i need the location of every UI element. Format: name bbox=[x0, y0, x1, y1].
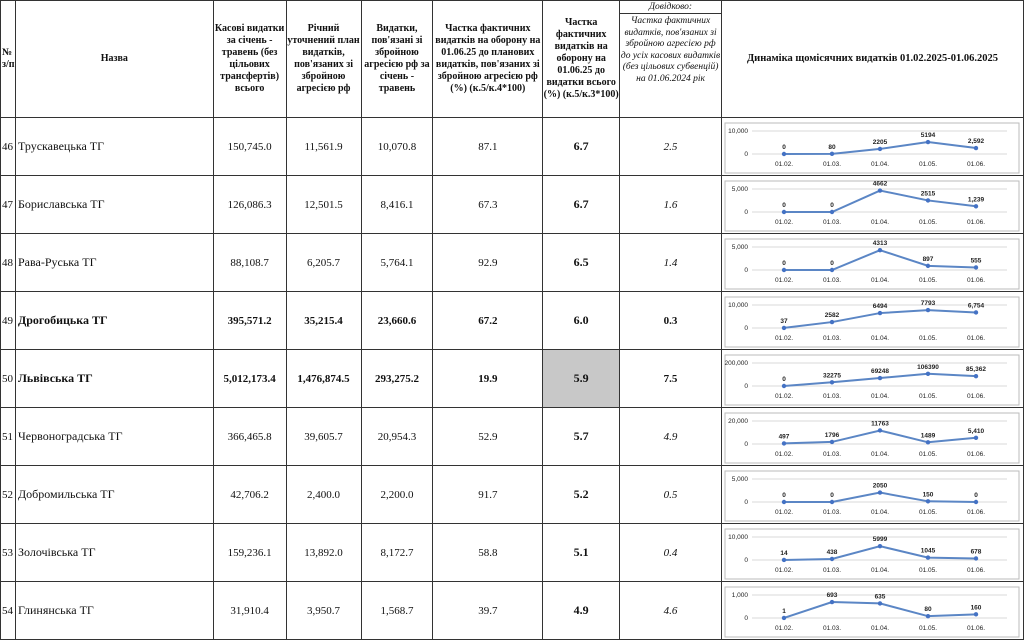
y-tick-label: 1,000 bbox=[731, 591, 748, 599]
table-row bbox=[1, 582, 1024, 640]
x-tick-label: 01.06. bbox=[966, 566, 985, 574]
data-label: 1,239 bbox=[967, 195, 985, 203]
annual-plan-value: 13,892.0 bbox=[286, 524, 361, 582]
data-point bbox=[878, 544, 882, 548]
share-of-plan-value: 58.8 bbox=[433, 524, 543, 582]
reference-share-value: 2.5 bbox=[620, 118, 722, 176]
header-share-total: Частка фактичних видатків на оборону на 01.06.25 до видатки всього (%) (к.5/к.3*100) bbox=[543, 1, 620, 118]
table-row bbox=[1, 176, 1024, 234]
defense-expenses-value: 23,660.6 bbox=[361, 292, 433, 350]
x-tick-label: 01.02. bbox=[774, 450, 793, 458]
table-row bbox=[1, 350, 1024, 408]
cash-expenses-value: 31,910.4 bbox=[213, 582, 286, 640]
data-label: 11763 bbox=[871, 419, 889, 427]
data-label: 678 bbox=[970, 547, 982, 555]
table-row bbox=[1, 466, 1024, 524]
data-point bbox=[974, 499, 978, 503]
table-row bbox=[1, 524, 1024, 582]
sparkline-chart bbox=[722, 293, 1022, 349]
data-point bbox=[974, 310, 978, 314]
x-tick-label: 01.05. bbox=[918, 566, 937, 574]
sparkline-cell bbox=[721, 176, 1023, 234]
share-of-plan-value: 87.1 bbox=[433, 118, 543, 176]
table-row bbox=[1, 408, 1024, 466]
x-tick-label: 01.05. bbox=[918, 160, 937, 168]
x-tick-label: 01.06. bbox=[966, 276, 985, 284]
data-label: 635 bbox=[874, 592, 886, 600]
annual-plan-value: 12,501.5 bbox=[286, 176, 361, 234]
x-tick-label: 01.06. bbox=[966, 218, 985, 226]
sparkline-cell bbox=[721, 466, 1023, 524]
reference-share-value: 0.3 bbox=[620, 292, 722, 350]
data-label: 5194 bbox=[920, 131, 936, 139]
reference-share-value: 4.6 bbox=[620, 582, 722, 640]
x-tick-label: 01.04. bbox=[870, 392, 889, 400]
row-name: Львівська ТГ bbox=[15, 350, 213, 408]
x-tick-label: 01.03. bbox=[822, 624, 841, 632]
data-point bbox=[926, 440, 930, 444]
share-of-total-value: 5.2 bbox=[543, 466, 620, 524]
x-tick-label: 01.02. bbox=[774, 276, 793, 284]
y-tick-label: 0 bbox=[744, 208, 748, 216]
data-label: 80 bbox=[828, 143, 836, 151]
share-of-plan-value: 19.9 bbox=[433, 350, 543, 408]
row-number: 52 bbox=[1, 466, 16, 524]
data-label: 1045 bbox=[920, 547, 936, 555]
sparkline-cell bbox=[721, 350, 1023, 408]
cash-expenses-value: 395,571.2 bbox=[213, 292, 286, 350]
data-label: 32275 bbox=[822, 371, 841, 379]
x-tick-label: 01.03. bbox=[822, 566, 841, 574]
y-tick-label: 5,000 bbox=[731, 475, 748, 483]
share-of-total-value: 6.0 bbox=[543, 292, 620, 350]
annual-plan-value: 35,215.4 bbox=[286, 292, 361, 350]
row-number: 46 bbox=[1, 118, 16, 176]
y-tick-label: 10,000 bbox=[728, 533, 748, 541]
y-tick-label: 5,000 bbox=[731, 243, 748, 251]
data-label: 1489 bbox=[920, 431, 936, 439]
reference-share-value: 4.9 bbox=[620, 408, 722, 466]
data-point bbox=[926, 263, 930, 267]
x-tick-label: 01.05. bbox=[918, 624, 937, 632]
y-tick-label: 0 bbox=[744, 498, 748, 506]
reference-title: Довідково: bbox=[620, 1, 722, 14]
row-number: 49 bbox=[1, 292, 16, 350]
data-label: 0 bbox=[830, 491, 834, 499]
x-tick-label: 01.03. bbox=[822, 392, 841, 400]
data-label: 150 bbox=[922, 490, 934, 498]
x-tick-label: 01.06. bbox=[966, 624, 985, 632]
data-label: 0 bbox=[782, 143, 786, 151]
header-plan: Річний уточнений план видатків, пов'язаних зі збройною агресією рф bbox=[286, 1, 361, 118]
cash-expenses-value: 366,465.8 bbox=[213, 408, 286, 466]
share-of-plan-value: 67.3 bbox=[433, 176, 543, 234]
data-label: 6494 bbox=[872, 302, 888, 310]
table-row bbox=[1, 118, 1024, 176]
sparkline-chart bbox=[722, 351, 1022, 407]
sparkline-cell bbox=[721, 292, 1023, 350]
x-tick-label: 01.04. bbox=[870, 624, 889, 632]
share-of-plan-value: 52.9 bbox=[433, 408, 543, 466]
share-of-total-value: 4.9 bbox=[543, 582, 620, 640]
x-tick-label: 01.05. bbox=[918, 392, 937, 400]
share-of-plan-value: 91.7 bbox=[433, 466, 543, 524]
annual-plan-value: 3,950.7 bbox=[286, 582, 361, 640]
y-tick-label: 0 bbox=[744, 556, 748, 564]
data-label: 0 bbox=[974, 491, 978, 499]
data-point bbox=[926, 307, 930, 311]
table-row bbox=[1, 292, 1024, 350]
defense-expenses-value: 8,416.1 bbox=[361, 176, 433, 234]
data-point bbox=[830, 599, 834, 603]
x-tick-label: 01.02. bbox=[774, 218, 793, 226]
data-label: 85,362 bbox=[965, 365, 986, 373]
data-label: 160 bbox=[970, 603, 982, 611]
cash-expenses-value: 126,086.3 bbox=[213, 176, 286, 234]
x-tick-label: 01.03. bbox=[822, 276, 841, 284]
sparkline-cell bbox=[721, 408, 1023, 466]
data-point bbox=[926, 371, 930, 375]
sparkline-cell bbox=[721, 118, 1023, 176]
x-tick-label: 01.05. bbox=[918, 334, 937, 342]
annual-plan-value: 6,205.7 bbox=[286, 234, 361, 292]
x-tick-label: 01.06. bbox=[966, 450, 985, 458]
data-point bbox=[878, 188, 882, 192]
data-label: 0 bbox=[782, 201, 786, 209]
data-point bbox=[782, 615, 786, 619]
defense-expenses-value: 5,764.1 bbox=[361, 234, 433, 292]
data-label: 1 bbox=[782, 607, 786, 615]
header-cash: Касові видатки за січень - травень (без цільових трансфертів) всього bbox=[213, 1, 286, 118]
x-tick-label: 01.06. bbox=[966, 334, 985, 342]
data-label: 14 bbox=[780, 549, 788, 557]
row-name: Добромильська ТГ bbox=[15, 466, 213, 524]
data-label: 0 bbox=[782, 375, 786, 383]
share-of-total-value: 6.7 bbox=[543, 118, 620, 176]
data-point bbox=[782, 267, 786, 271]
data-point bbox=[974, 373, 978, 377]
data-point bbox=[782, 383, 786, 387]
x-tick-label: 01.04. bbox=[870, 334, 889, 342]
data-label: 438 bbox=[826, 548, 838, 556]
sparkline-chart bbox=[722, 235, 1022, 291]
share-of-total-value: 5.9 bbox=[543, 350, 620, 408]
row-number: 54 bbox=[1, 582, 16, 640]
x-tick-label: 01.04. bbox=[870, 508, 889, 516]
x-tick-label: 01.06. bbox=[966, 160, 985, 168]
data-label: 4313 bbox=[872, 239, 888, 247]
data-point bbox=[782, 441, 786, 445]
x-tick-label: 01.02. bbox=[774, 160, 793, 168]
data-label: 0 bbox=[830, 201, 834, 209]
data-label: 5,410 bbox=[967, 427, 985, 435]
row-name: Золочівська ТГ bbox=[15, 524, 213, 582]
data-label: 0 bbox=[830, 259, 834, 267]
data-label: 7793 bbox=[920, 299, 936, 307]
reference-share-value: 0.4 bbox=[620, 524, 722, 582]
y-tick-label: 0 bbox=[744, 324, 748, 332]
y-tick-label: 5,000 bbox=[731, 185, 748, 193]
data-point bbox=[830, 151, 834, 155]
row-name: Червоноградська ТГ bbox=[15, 408, 213, 466]
cash-expenses-value: 5,012,173.4 bbox=[213, 350, 286, 408]
reference-text: Частка фактичних видатків, пов'язаних зі збройною агресією рф до усіх касових видатків (без цільових субвенцій) на 01.06.2024 рік bbox=[620, 16, 721, 84]
sparkline-cell bbox=[721, 234, 1023, 292]
row-number: 50 bbox=[1, 350, 16, 408]
row-name: Дрогобицька ТГ bbox=[15, 292, 213, 350]
reference-share-value: 0.5 bbox=[620, 466, 722, 524]
x-tick-label: 01.02. bbox=[774, 392, 793, 400]
data-point bbox=[878, 310, 882, 314]
x-tick-label: 01.02. bbox=[774, 624, 793, 632]
data-point bbox=[926, 613, 930, 617]
y-tick-label: 200,000 bbox=[724, 359, 748, 367]
data-label: 555 bbox=[970, 256, 982, 264]
x-tick-label: 01.04. bbox=[870, 566, 889, 574]
data-label: 2582 bbox=[824, 311, 840, 319]
x-tick-label: 01.04. bbox=[870, 218, 889, 226]
x-tick-label: 01.04. bbox=[870, 276, 889, 284]
x-tick-label: 01.02. bbox=[774, 508, 793, 516]
data-point bbox=[926, 139, 930, 143]
data-point bbox=[830, 209, 834, 213]
sparkline-chart bbox=[722, 583, 1022, 639]
data-point bbox=[974, 145, 978, 149]
data-point bbox=[830, 319, 834, 323]
data-label: 6,754 bbox=[967, 301, 985, 309]
header-row bbox=[1, 1, 1024, 118]
table-row bbox=[1, 234, 1024, 292]
share-of-total-value: 5.7 bbox=[543, 408, 620, 466]
data-label: 5999 bbox=[872, 535, 888, 543]
row-number: 53 bbox=[1, 524, 16, 582]
y-tick-label: 0 bbox=[744, 382, 748, 390]
share-of-total-value: 6.7 bbox=[543, 176, 620, 234]
annual-plan-value: 1,476,874.5 bbox=[286, 350, 361, 408]
share-of-total-value: 6.5 bbox=[543, 234, 620, 292]
share-of-plan-value: 92.9 bbox=[433, 234, 543, 292]
data-point bbox=[830, 380, 834, 384]
sparkline-chart bbox=[722, 177, 1022, 233]
sparkline-chart bbox=[722, 467, 1022, 523]
data-label: 4662 bbox=[872, 180, 888, 188]
data-label: 106390 bbox=[917, 363, 939, 371]
row-name: Глинянська ТГ bbox=[15, 582, 213, 640]
sparkline-cell bbox=[721, 582, 1023, 640]
cash-expenses-value: 42,706.2 bbox=[213, 466, 286, 524]
x-tick-label: 01.03. bbox=[822, 450, 841, 458]
defense-expenses-value: 8,172.7 bbox=[361, 524, 433, 582]
data-point bbox=[830, 267, 834, 271]
header-share-plan: Частка фактичних видатків на оборону на 01.06.25 до планових видатків, пов'язаних зі збройною агресією рф (%) (к.5/к.4*100) bbox=[433, 1, 543, 118]
data-label: 2515 bbox=[920, 189, 936, 197]
x-tick-label: 01.03. bbox=[822, 334, 841, 342]
sparkline-chart bbox=[722, 119, 1022, 175]
data-point bbox=[782, 499, 786, 503]
data-point bbox=[782, 151, 786, 155]
annual-plan-value: 39,605.7 bbox=[286, 408, 361, 466]
data-label: 0 bbox=[782, 259, 786, 267]
data-label: 2050 bbox=[872, 482, 888, 490]
x-tick-label: 01.06. bbox=[966, 392, 985, 400]
reference-share-value: 1.6 bbox=[620, 176, 722, 234]
data-point bbox=[878, 428, 882, 432]
x-tick-label: 01.03. bbox=[822, 218, 841, 226]
defense-expenses-value: 20,954.3 bbox=[361, 408, 433, 466]
sparkline-chart bbox=[722, 525, 1022, 581]
defense-expenses-value: 293,275.2 bbox=[361, 350, 433, 408]
defense-expenses-value: 10,070.8 bbox=[361, 118, 433, 176]
data-point bbox=[974, 556, 978, 560]
data-point bbox=[782, 325, 786, 329]
data-label: 0 bbox=[782, 491, 786, 499]
cash-expenses-value: 88,108.7 bbox=[213, 234, 286, 292]
data-point bbox=[878, 146, 882, 150]
data-label: 1796 bbox=[824, 431, 840, 439]
data-point bbox=[830, 556, 834, 560]
annual-plan-value: 11,561.9 bbox=[286, 118, 361, 176]
data-point bbox=[830, 439, 834, 443]
row-name: Бориславська ТГ bbox=[15, 176, 213, 234]
data-label: 2,592 bbox=[967, 137, 985, 145]
x-tick-label: 01.05. bbox=[918, 508, 937, 516]
y-tick-label: 0 bbox=[744, 614, 748, 622]
share-of-plan-value: 67.2 bbox=[433, 292, 543, 350]
y-tick-label: 0 bbox=[744, 440, 748, 448]
header-name: Назва bbox=[15, 1, 213, 118]
y-tick-label: 0 bbox=[744, 266, 748, 274]
data-point bbox=[878, 375, 882, 379]
x-tick-label: 01.03. bbox=[822, 508, 841, 516]
x-tick-label: 01.05. bbox=[918, 218, 937, 226]
x-tick-label: 01.02. bbox=[774, 334, 793, 342]
y-tick-label: 0 bbox=[744, 150, 748, 158]
header-dynamics: Динаміка щомісячних видатків 01.02.2025-01.06.2025 bbox=[721, 1, 1023, 118]
x-tick-label: 01.05. bbox=[918, 450, 937, 458]
data-label: 69248 bbox=[870, 367, 889, 375]
data-point bbox=[830, 499, 834, 503]
x-tick-label: 01.05. bbox=[918, 276, 937, 284]
table-body bbox=[1, 118, 1024, 640]
sparkline-cell bbox=[721, 524, 1023, 582]
data-point bbox=[926, 198, 930, 202]
x-tick-label: 01.02. bbox=[774, 566, 793, 574]
y-tick-label: 10,000 bbox=[728, 301, 748, 309]
row-number: 48 bbox=[1, 234, 16, 292]
row-name: Трускавецька ТГ bbox=[15, 118, 213, 176]
defense-expenses-value: 1,568.7 bbox=[361, 582, 433, 640]
data-point bbox=[974, 204, 978, 208]
data-point bbox=[878, 490, 882, 494]
data-label: 897 bbox=[922, 255, 934, 263]
data-label: 693 bbox=[826, 591, 838, 599]
x-tick-label: 01.06. bbox=[966, 508, 985, 516]
data-label: 37 bbox=[780, 317, 788, 325]
y-tick-label: 20,000 bbox=[728, 417, 748, 425]
reference-share-value: 1.4 bbox=[620, 234, 722, 292]
data-label: 497 bbox=[778, 432, 790, 440]
data-point bbox=[974, 265, 978, 269]
defense-expenses-value: 2,200.0 bbox=[361, 466, 433, 524]
data-point bbox=[926, 555, 930, 559]
x-tick-label: 01.04. bbox=[870, 450, 889, 458]
x-tick-label: 01.03. bbox=[822, 160, 841, 168]
data-point bbox=[926, 499, 930, 503]
data-point bbox=[782, 557, 786, 561]
reference-share-value: 7.5 bbox=[620, 350, 722, 408]
x-tick-label: 01.04. bbox=[870, 160, 889, 168]
data-label: 80 bbox=[924, 605, 932, 613]
y-tick-label: 10,000 bbox=[728, 127, 748, 135]
header-expenses: Видатки, пов'язані зі збройною агресією рф за січень - травень bbox=[361, 1, 433, 118]
row-name: Рава-Руська ТГ bbox=[15, 234, 213, 292]
row-number: 51 bbox=[1, 408, 16, 466]
data-point bbox=[878, 247, 882, 251]
share-of-total-value: 5.1 bbox=[543, 524, 620, 582]
data-label: 2205 bbox=[872, 138, 888, 146]
sparkline-chart bbox=[722, 409, 1022, 465]
annual-plan-value: 2,400.0 bbox=[286, 466, 361, 524]
data-point bbox=[878, 601, 882, 605]
header-reference bbox=[620, 1, 722, 118]
cash-expenses-value: 150,745.0 bbox=[213, 118, 286, 176]
data-point bbox=[974, 612, 978, 616]
cash-expenses-value: 159,236.1 bbox=[213, 524, 286, 582]
data-point bbox=[782, 209, 786, 213]
data-point bbox=[974, 435, 978, 439]
share-of-plan-value: 39.7 bbox=[433, 582, 543, 640]
header-num: № з/п bbox=[1, 1, 16, 118]
row-number: 47 bbox=[1, 176, 16, 234]
